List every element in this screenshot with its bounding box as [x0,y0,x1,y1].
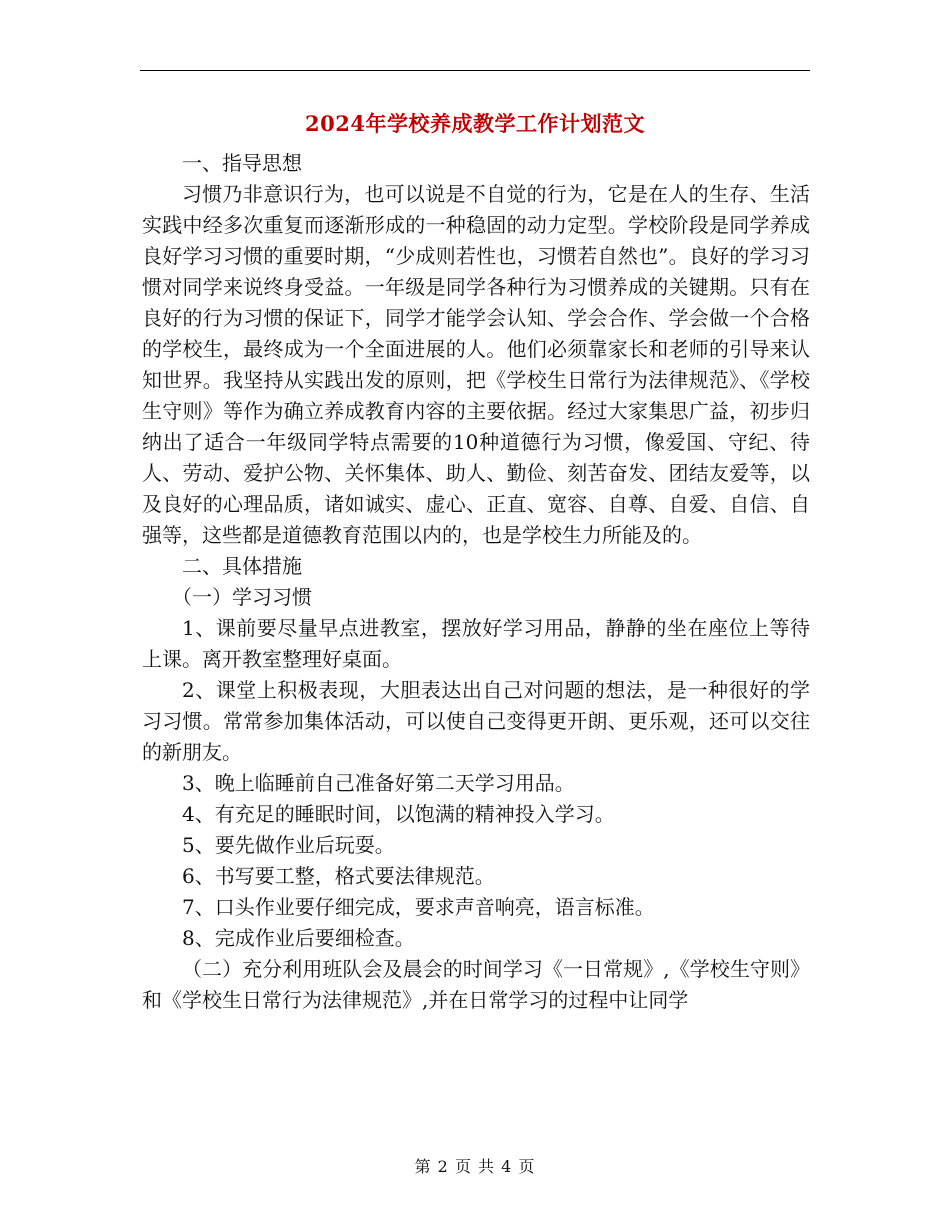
paragraph-guiding-ideology: 习惯乃非意识行为，也可以说是不自觉的行为，它是在人的生存、生活实践中经多次重复而逐渐形成的一种稳固的动力定型。学校阶段是同学养成良好学习习惯的重要时期，“少成则若性也，习惯若自然也”。良好的学习习惯对同学来说终身受益。一年级是同学各种行为习惯养成的关键期。只有在良好的行为习惯的保证下，同学才能学会认知、学会合作、学会做一个合格的学校生，最终成为一个全面进展的人。他们必须靠家长和老师的引导来认知世界。我坚持从实践出发的原则，把《学校生日常行为法律规范》、《学校生守则》等作为确立养成教育内容的主要依据。经过大家集思广益，初步归纳出了适合一年级同学特点需要的10种道德行为习惯，像爱国、守纪、待人、劳动、爱护公物、关怀集体、助人、勤俭、刻苦奋发、团结友爱等，以及良好的心理品质，诸如诚实、虚心、正直、宽容、自尊、自爱、自信、自强等，这些都是道德教育范围以内的，也是学校生力所能及的。 [142,182,810,547]
list-item: 1、课前要尽量早点进教室，摆放好学习用品，静静的坐在座位上等待上课。离开教室整理好桌面。 [142,616,810,671]
page-number: 第 2 页 共 4 页 [414,1157,536,1176]
list-item: 6、书写要工整，格式要法律规范。 [182,864,495,888]
header-rule [140,70,810,71]
list-item: 3、晚上临睡前自己准备好第二天学习用品。 [182,771,575,795]
list-item: 2、课堂上积极表现，大胆表达出自己对问题的想法，是一种很好的学习习惯。常常参加集体活动，可以使自己变得更开朗、更乐观，还可以交往的新朋友。 [142,678,810,764]
list-item: 5、要先做作业后玩耍。 [182,833,395,857]
list-item: 4、有充足的睡眠时间，以饱满的精神投入学习。 [182,802,615,826]
section-heading-guiding-ideology: 一、指导思想 [182,151,302,175]
section-heading-specific-measures: 二、具体措施 [182,554,302,578]
document-title: 2024年学校养成教学工作计划范文 [305,111,645,136]
list-item: 8、完成作业后要细检查。 [182,926,415,950]
document-body [142,148,810,1016]
paragraph-class-meetings: （二）充分利用班队会及晨会的时间学习《一日常规》,《学校生守则》和《学校生日常行为法律规范》,并在日常学习的过程中让同学 [142,957,810,1012]
list-item: 7、口头作业要仔细完成，要求声音响亮，语言标准。 [182,895,655,919]
subsection-heading-study-habits: （一）学习习惯 [172,585,312,609]
